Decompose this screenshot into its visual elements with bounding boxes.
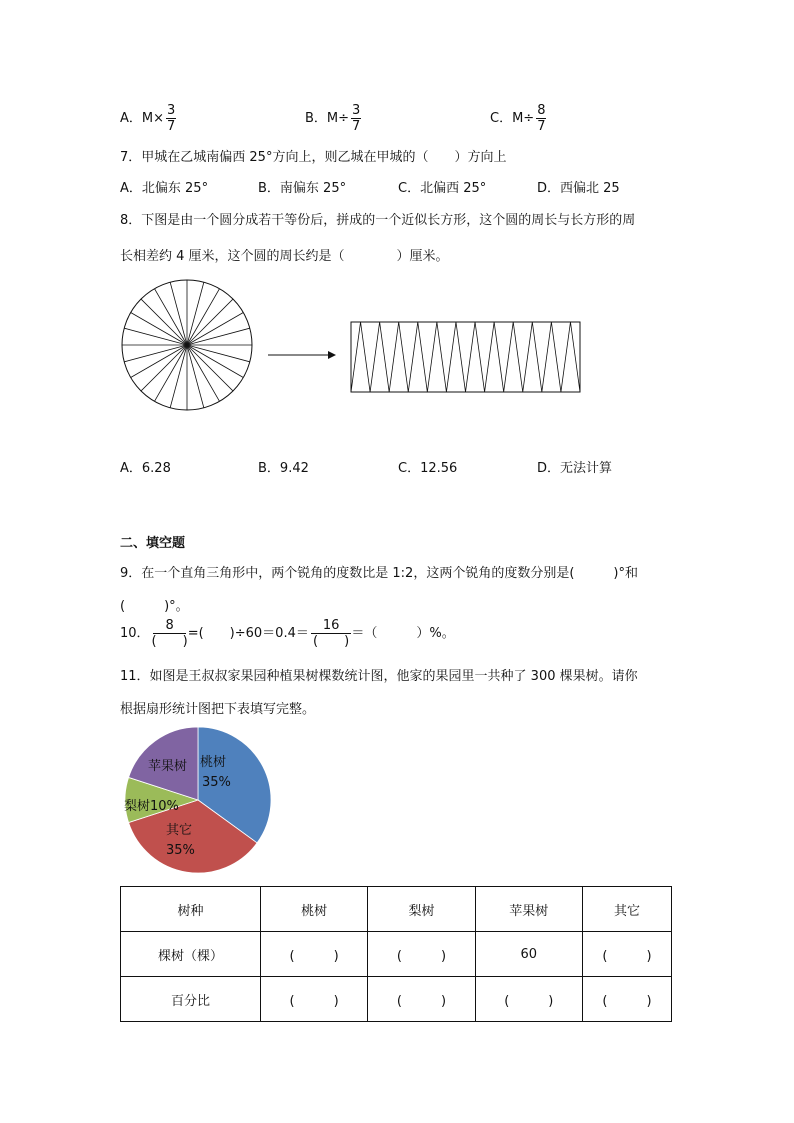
answer-blank[interactable]: ( ) bbox=[583, 977, 672, 1022]
answer-blank[interactable]: ( ) bbox=[368, 977, 475, 1022]
q9-line1: 9．在一个直角三角形中，两个锐角的度数比是 1:2，这两个锐角的度数分别是( )°和 bbox=[120, 566, 638, 581]
table-cell: 60 bbox=[475, 932, 582, 977]
q6-option-a: A．M× $\frac{3}{7}$ bbox=[120, 103, 176, 134]
pie-chart bbox=[118, 720, 278, 880]
q7-option-a: A．北偏东 25° bbox=[120, 181, 209, 196]
circle-radius-line bbox=[187, 345, 204, 408]
circle-to-rectangle-figure bbox=[0, 275, 794, 415]
section-heading: 二、填空题 bbox=[120, 536, 186, 551]
q6-option-b: B．M÷ $\frac{3}{7}$ bbox=[305, 103, 361, 134]
table-row bbox=[121, 977, 672, 1022]
answer-blank[interactable]: ( ) bbox=[583, 932, 672, 977]
q8-option-c: C．12.56 bbox=[398, 461, 458, 476]
answer-blank[interactable]: ( ) bbox=[368, 932, 475, 977]
table-row bbox=[121, 932, 672, 977]
fill-in-table bbox=[120, 886, 672, 1022]
pie-percent-label: 35% bbox=[202, 775, 231, 790]
table-cell: 苹果树 bbox=[475, 887, 582, 932]
approx-rectangle bbox=[351, 322, 580, 392]
pie-label: 苹果树 bbox=[148, 759, 188, 774]
q7-option-d: D．西偏北 25 bbox=[537, 181, 620, 196]
q11-line2: 根据扇形统计图把下表填写完整。 bbox=[120, 702, 316, 717]
q8-option-b: B．9.42 bbox=[258, 461, 309, 476]
circle-radius-line bbox=[124, 345, 187, 362]
table-cell: 桃树 bbox=[260, 887, 367, 932]
pie-label: 梨树10% bbox=[124, 799, 179, 814]
pie-label: 其它 bbox=[166, 823, 193, 838]
circle-radius-line bbox=[124, 328, 187, 345]
table-cell: 棵树（棵） bbox=[121, 932, 261, 977]
table-cell: 其它 bbox=[583, 887, 672, 932]
answer-blank[interactable]: ( ) bbox=[260, 932, 367, 977]
q11-line1: 11．如图是王叔叔家果园种植果树棵数统计图，他家的果园里一共种了 300 棵果树。请你 bbox=[120, 669, 638, 684]
circle-radius-line bbox=[170, 345, 187, 408]
sector-zigzag bbox=[351, 322, 580, 392]
q6-option-c: C．M÷ $\frac{8}{7}$ bbox=[490, 103, 546, 134]
pie-percent-label: 35% bbox=[166, 843, 195, 858]
q7-option-c: C．北偏西 25° bbox=[398, 181, 487, 196]
table-cell: 梨树 bbox=[368, 887, 475, 932]
arrow-head-icon bbox=[328, 351, 336, 359]
table-cell: 树种 bbox=[121, 887, 261, 932]
q8-option-d: D．无法计算 bbox=[537, 461, 613, 476]
circle-radius-line bbox=[187, 328, 250, 345]
q8-option-a: A．6.28 bbox=[120, 461, 171, 476]
table-header-row bbox=[121, 887, 672, 932]
circle-radius-line bbox=[187, 282, 204, 345]
answer-blank[interactable]: ( ) bbox=[475, 977, 582, 1022]
circle-radius-line bbox=[170, 282, 187, 345]
q9-line2: ( )°。 bbox=[120, 599, 189, 614]
q8-stem-line2: 长相差约 4 厘米，这个圆的周长约是（ ）厘米。 bbox=[120, 249, 449, 264]
circle-radius-line bbox=[187, 345, 250, 362]
table-cell: 百分比 bbox=[121, 977, 261, 1022]
q7-stem: 7．甲城在乙城南偏西 25°方向上，则乙城在甲城的（ ）方向上 bbox=[120, 150, 507, 165]
q8-stem-line1: 8．下图是由一个圆分成若干等份后，拼成的一个近似长方形，这个圆的周长与长方形的周 bbox=[120, 213, 636, 228]
q7-option-b: B．南偏东 25° bbox=[258, 181, 347, 196]
q10: 10． $\frac{8}{( )}$ =( )÷60＝0.4＝ $\frac{16}{( )}$ ＝（ ）%。 bbox=[120, 618, 455, 649]
pie-label: 桃树 bbox=[200, 755, 227, 770]
answer-blank[interactable]: ( ) bbox=[260, 977, 367, 1022]
